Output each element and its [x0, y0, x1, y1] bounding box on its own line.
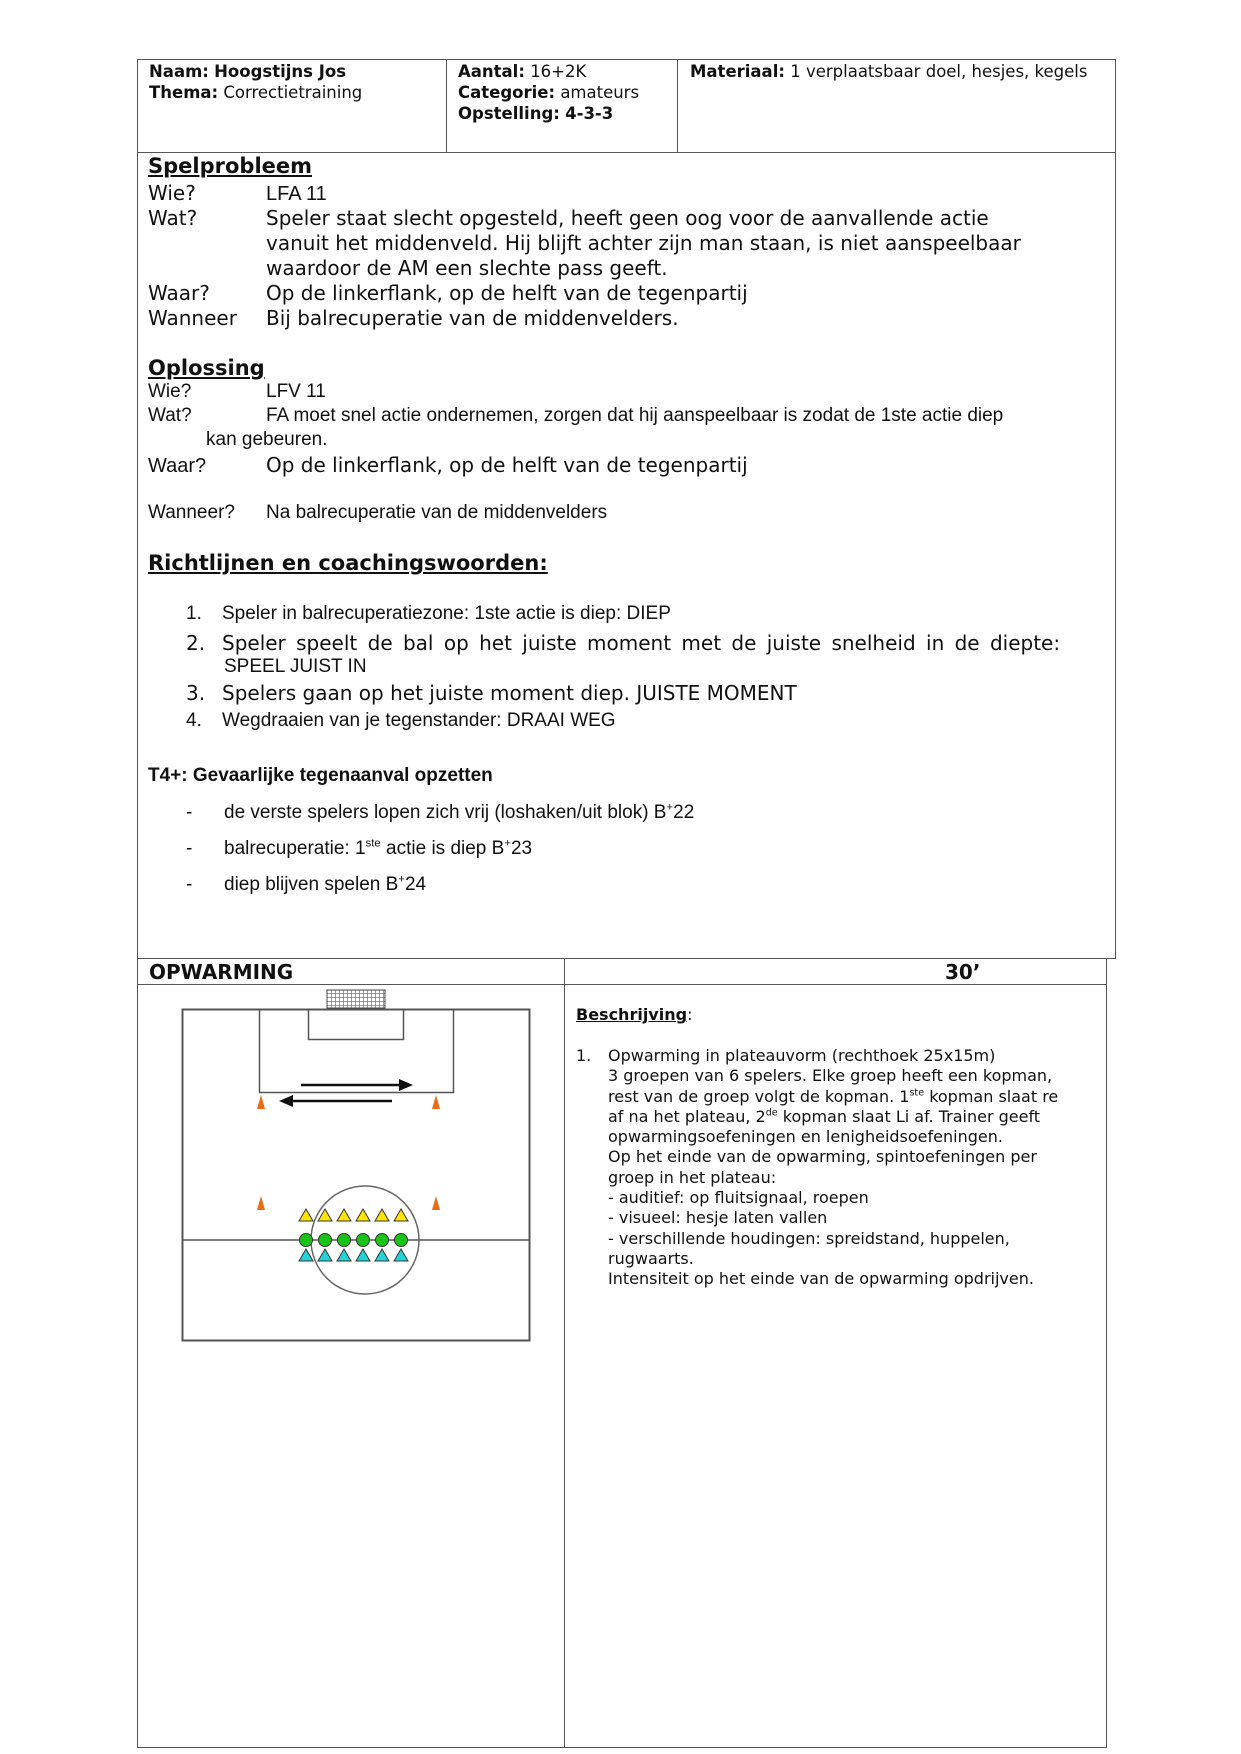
oplossing-wat-line2: kan gebeuren.: [206, 429, 328, 450]
spelprobleem-title: Spelprobleem: [148, 154, 313, 178]
spelprobleem-wat-line3: waardoor de AM een slechte pass geeft.: [266, 256, 668, 280]
spelprobleem-wat-line2: vanuit het middenveld. Hij blijft achter zijn man staan, is niet aanspeelbaar: [266, 231, 1021, 255]
player-yellow: [299, 1209, 313, 1221]
spelprobleem-wat: Wat? Speler staat slecht opgesteld, heeft geen oog voor de aanvallende actie: [148, 206, 989, 230]
player-green: [338, 1234, 351, 1247]
oplossing-title: Oplossing: [148, 356, 265, 380]
opwarming-title: OPWARMING: [149, 960, 294, 984]
t4-bullet-3: - diep blijven spelen B+24: [186, 873, 427, 895]
header-naam: Naam: Hoogstijns Jos: [149, 62, 347, 81]
player-cyan: [375, 1249, 389, 1261]
field-diagram: [175, 985, 540, 1355]
cone: [257, 1196, 265, 1210]
player-yellow: [356, 1209, 370, 1221]
player-yellow: [394, 1209, 408, 1221]
opwarming-duration: 30’: [945, 960, 981, 984]
player-green: [395, 1234, 408, 1247]
goal-area: [309, 1010, 404, 1040]
t4-bullet-2: - balrecuperatie: 1ste actie is diep B+23: [186, 837, 533, 859]
cone: [257, 1095, 265, 1109]
oplossing-wie: Wie? LFV 11: [148, 381, 326, 402]
richtlijn-item-4: 4. Wegdraaien van je tegenstander: DRAAI WEG: [186, 710, 616, 731]
player-yellow: [375, 1209, 389, 1221]
player-yellow: [337, 1209, 351, 1221]
richtlijnen-title: Richtlijnen en coachingswoorden:: [148, 551, 548, 575]
player-green: [376, 1234, 389, 1247]
arrow-left-head: [279, 1095, 293, 1107]
player-cyan: [318, 1249, 332, 1261]
t4-bullet-1: - de verste spelers lopen zich vrij (loshaken/uit blok) B+22: [186, 801, 695, 823]
beschrijving-text: Opwarming in plateauvorm (rechthoek 25x15m) 3 groepen van 6 spelers. Elke groep heeft een kopman, rest van de groep volgt de kopman. 1ste kopman slaat re af na het plateau, 2de kopman slaat Li af. Trainer geeft opwarmingsoefeningen en lenigheidsoefeningen. Op het einde van de opwarming, spintoefeningen per groep in het plateau: - auditief: op fluitsignaal, roepen - visueel: hesje laten vallen - verschillende houdingen: spreidstand, huppelen, rugwaarts. Intensiteit op het einde van de opwarming opdrijven.: [608, 1046, 1059, 1289]
header-thema: Thema: Correctietraining: [149, 83, 363, 102]
header-materiaal: Materiaal: 1 verplaatsbaar doel, hesjes, kegels: [690, 62, 1088, 81]
richtlijn-item-2-line2: SPEEL JUIST IN: [224, 656, 367, 677]
oplossing-waar: Waar? Op de linkerflank, op de helft van de tegenpartij: [148, 453, 748, 477]
players: [299, 1209, 408, 1261]
arrow-right-head: [399, 1079, 413, 1091]
player-cyan: [356, 1249, 370, 1261]
richtlijn-item-3: 3. Spelers gaan op het juiste moment diep. JUISTE MOMENT: [186, 681, 797, 705]
cones: [257, 1095, 440, 1210]
beschrijving-label: Beschrijving:: [576, 1005, 693, 1024]
player-cyan: [299, 1249, 313, 1261]
header-categorie: Categorie: amateurs: [458, 83, 640, 102]
t4-title: T4+: Gevaarlijke tegenaanval opzetten: [148, 765, 493, 786]
player-green: [319, 1234, 332, 1247]
cone: [432, 1095, 440, 1109]
cone: [432, 1196, 440, 1210]
player-green: [357, 1234, 370, 1247]
header-divider: [446, 59, 447, 153]
spelprobleem-wie: Wie? LFA 11: [148, 181, 327, 205]
player-cyan: [394, 1249, 408, 1261]
richtlijn-item-1: 1. Speler in balrecuperatiezone: 1ste actie is diep: DIEP: [186, 603, 671, 624]
player-green: [300, 1234, 313, 1247]
richtlijn-item-2: 2. Speler speelt de bal op het juiste moment met de juiste snelheid in de diepte:: [186, 631, 1061, 655]
goal-net: [327, 990, 385, 1008]
header-aantal: Aantal: 16+2K: [458, 62, 587, 81]
spelprobleem-waar: Waar? Op de linkerflank, op de helft van de tegenpartij: [148, 281, 748, 305]
header-divider: [677, 59, 678, 153]
header-opstelling: Opstelling: 4-3-3: [458, 104, 614, 123]
oplossing-wanneer: Wanneer? Na balrecuperatie van de middenvelders: [148, 502, 608, 523]
beschrijving-number: 1.: [576, 1046, 592, 1065]
field-outline: [183, 1010, 530, 1341]
opwarming-column-divider: [564, 958, 565, 1748]
spelprobleem-wanneer: Wanneer Bij balrecuperatie van de middenvelders.: [148, 306, 679, 330]
penalty-area: [260, 1010, 454, 1093]
player-cyan: [337, 1249, 351, 1261]
oplossing-wat: Wat? FA moet snel actie ondernemen, zorgen dat hij aanspeelbaar is zodat de 1ste actie diep: [148, 405, 1004, 426]
